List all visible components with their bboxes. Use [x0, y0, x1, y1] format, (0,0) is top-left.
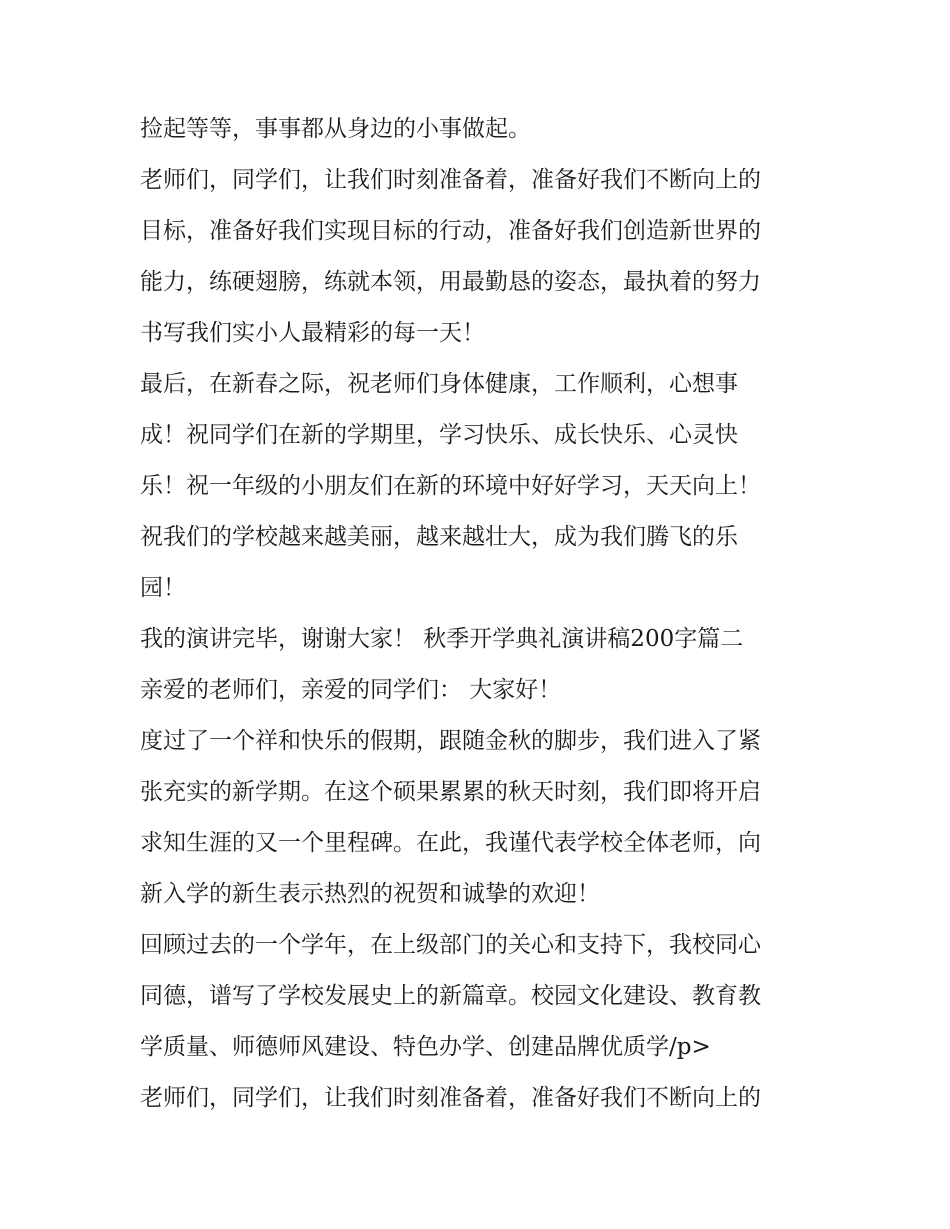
text-line-3: 目标，准备好我们实现目标的行动，准备好我们创造新世界的 — [140, 218, 761, 244]
text-line-20: 老师们，同学们，让我们时刻准备着，准备好我们不断向上的 — [140, 1085, 761, 1111]
text-line-12: 亲爱的老师们，亲爱的同学们： 大家好！ — [140, 677, 562, 703]
text-line-4: 能力，练硬翅膀，练就本领，用最勤恳的姿态，最执着的努力 — [140, 269, 761, 295]
text-line-8: 乐！祝一年级的小朋友们在新的环境中好好学习，天天向上！ — [140, 473, 761, 499]
text-line-18: 同德，谱写了学校发展史上的新篇章。校园文化建设、教育教 — [140, 983, 761, 1009]
text-line-1: 捡起等等，事事都从身边的小事做起。 — [140, 116, 531, 142]
text-line-14: 张充实的新学期。在这个硕果累累的秋天时刻，我们即将开启 — [140, 779, 761, 805]
text-line-16: 新入学的新生表示热烈的祝贺和诚挚的欢迎！ — [140, 881, 600, 907]
text-line-5: 书写我们实小人最精彩的每一天！ — [140, 320, 485, 346]
document-body — [140, 104, 820, 1124]
text-line-15: 求知生涯的又一个里程碑。在此，我谨代表学校全体老师，向 — [140, 830, 761, 856]
text-line-7: 成！祝同学们在新的学期里，学习快乐、成长快乐、心灵快 — [140, 422, 738, 448]
text-line-6: 最后，在新春之际，祝老师们身体健康，工作顺利，心想事 — [140, 371, 738, 397]
text-line-10: 园！ — [140, 575, 186, 601]
text-line-19: 学质量、师德师风建设、特色办学、创建品牌优质学/p> — [140, 1034, 711, 1060]
text-line-13: 度过了一个祥和快乐的假期，跟随金秋的脚步，我们进入了紧 — [140, 728, 761, 754]
text-line-2: 老师们，同学们，让我们时刻准备着，准备好我们不断向上的 — [140, 167, 761, 193]
text-line-9: 祝我们的学校越来越美丽，越来越壮大，成为我们腾飞的乐 — [140, 524, 738, 550]
text-line-17: 回顾过去的一个学年，在上级部门的关心和支持下，我校同心 — [140, 932, 761, 958]
text-line-11: 我的演讲完毕，谢谢大家！ 秋季开学典礼演讲稿200字篇二 — [140, 626, 744, 652]
